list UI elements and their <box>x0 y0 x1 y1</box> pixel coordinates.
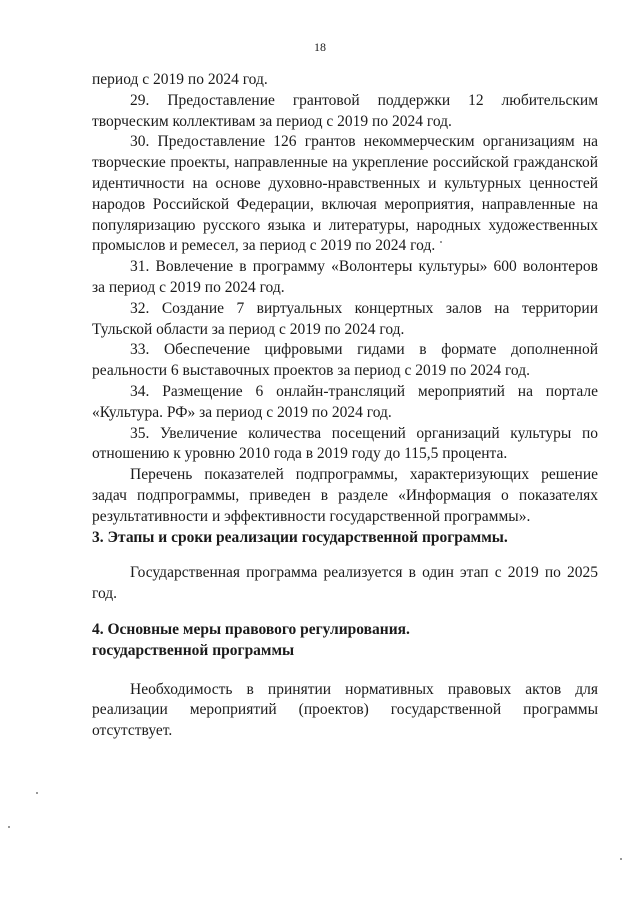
section-4-heading <box>92 620 598 662</box>
paragraph-continuation: период с 2019 по 2024 год. <box>92 71 268 88</box>
page-number: 18 <box>314 40 326 54</box>
paragraph-item-33: 33. Обеспечение цифровыми гидами в формате дополненной реальности 6 выставочных проектов за период с 2019 по 2024 год. <box>92 341 598 380</box>
scan-speck <box>440 241 442 243</box>
paragraph-item-30: 30. Предоставление 126 грантов некоммерческим организациям на творческие проекты, направленные на укрепление российской гражданской идентичности на основе духовно-нравственных и культурных ценностей народов Российской Федерации, включая мероприятия, направленные на популяризацию русского языка и литературы, народных художественных промыслов и ремесел, за период с 2019 по 2024 год. <box>92 133 598 255</box>
paragraph-item-34: 34. Размещение 6 онлайн-трансляций мероприятий на портале «Культура. РФ» за период с 2019 по 2024 год. <box>92 382 598 421</box>
paragraph-item-32: 32. Создание 7 виртуальных концертных залов на территории Тульской области за период с 2019 по 2024 год. <box>92 299 598 338</box>
paragraph-item-29: 29. Предоставление грантовой поддержки 12 любительским творческим коллективам за период с 2019 по 2024 год. <box>92 91 598 130</box>
section-4-heading-line1: 4. Основные меры правового регулирования. <box>92 620 410 638</box>
paragraph-item-35: 35. Увеличение количества посещений организаций культуры по отношению к уровню 2010 года в 2019 году до 115,5 процента. <box>92 424 598 463</box>
scan-speck <box>8 826 10 828</box>
scan-speck <box>36 792 38 794</box>
section-3-text: Государственная программа реализуется в один этап с 2019 по 2025 год. <box>92 564 598 603</box>
section-4-text: Необходимость в принятии нормативных правовых актов для реализации мероприятий (проектов) государственной программы отсутствует. <box>92 680 598 740</box>
scan-speck <box>620 858 622 860</box>
section-3-heading: 3. Этапы и сроки реализации государственной программы. <box>92 528 508 546</box>
paragraph-indicators-list: Перечень показателей подпрограммы, характеризующих решение задач подпрограммы, приведен в разделе «Информация о показателях результативности и эффективности государственной программы». <box>92 466 598 525</box>
section-4-heading-line2: государственной программы <box>92 641 295 659</box>
document-body <box>92 70 598 742</box>
paragraph-item-31: 31. Вовлечение в программу «Волонтеры культуры» 600 волонтеров за период с 2019 по 2024 год. <box>92 258 598 296</box>
